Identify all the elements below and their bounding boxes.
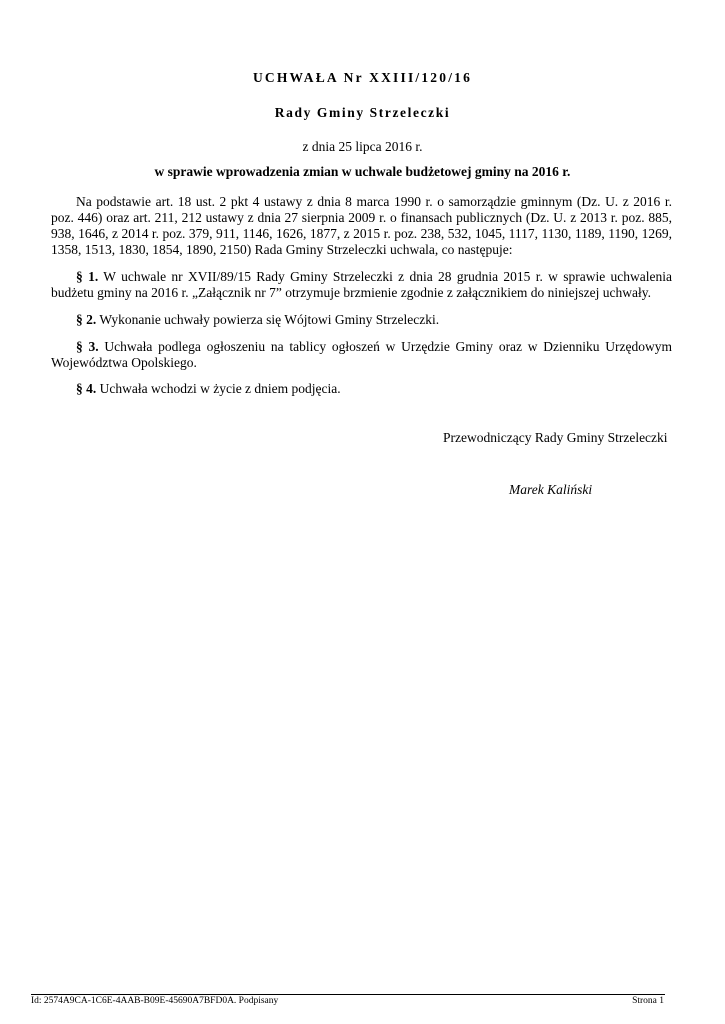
resolution-title: UCHWAŁA Nr XXIII/120/16 (252, 70, 473, 85)
paragraph-1 (51, 269, 672, 301)
resolution-date: z dnia 25 lipca 2016 r. (302, 139, 423, 154)
footer-page-number: Strona 1 (632, 996, 664, 1006)
paragraph-2 (51, 312, 672, 328)
paragraph-1-text: W uchwale nr XVII/89/15 Rady Gminy Strzeleczki z dnia 28 grudnia 2015 r. w sprawie uchwalenia budżetu gminy na 2016 r. „Załącznik nr 7” otrzymuje brzmienie zgodnie z załącznikiem do niniejszej uchwały. (51, 269, 672, 300)
paragraph-2-text: Wykonanie uchwały powierza się Wójtowi Gminy Strzeleczki. (99, 312, 440, 327)
footer-divider (31, 994, 665, 995)
paragraph-1-number: § 1. (76, 269, 99, 284)
resolution-subject: w sprawie wprowadzenia zmian w uchwale budżetowej gminy na 2016 r. (154, 164, 571, 179)
preamble-paragraph: Na podstawie art. 18 ust. 2 pkt 4 ustawy z dnia 8 marca 1990 r. o samorządzie gminnym (Dz. U. z 2016 r. poz. 446) oraz art. 211, 212 ustawy z dnia 27 sierpnia 2009 r. o finansach publicznych (Dz. U. z 2013 r. poz. 885, 938, 1646, z 2014 r. poz. 379, 911, 1146, 1626, 1877, z 2015 r. poz. 238, 532, 1045, 1117, 1130, 1189, 1190, 1269, 1358, 1513, 1830, 1854, 1890, 2150) Rada Gminy Strzeleczki uchwala, co następuje: (51, 194, 672, 257)
signer-name: Marek Kaliński (509, 482, 593, 497)
resolution-issuer: Rady Gminy Strzeleczki (274, 105, 451, 120)
paragraph-4-text: Uchwała wchodzi w życie z dniem podjęcia. (99, 381, 341, 396)
paragraph-2-number: § 2. (76, 312, 97, 327)
chair-title: Przewodniczący Rady Gminy Strzeleczki (443, 430, 668, 445)
footer-document-id: Id: 2574A9CA-1C6E-4AAB-B09E-45690A7BFD0A. Podpisany (31, 996, 279, 1006)
paragraph-3-number: § 3. (76, 339, 99, 354)
paragraph-3 (51, 339, 672, 371)
paragraph-4 (51, 381, 672, 397)
paragraph-4-number: § 4. (76, 381, 97, 396)
paragraph-3-text: Uchwała podlega ogłoszeniu na tablicy ogłoszeń w Urzędzie Gminy oraz w Dzienniku Urzędowym Województwa Opolskiego. (51, 339, 673, 370)
